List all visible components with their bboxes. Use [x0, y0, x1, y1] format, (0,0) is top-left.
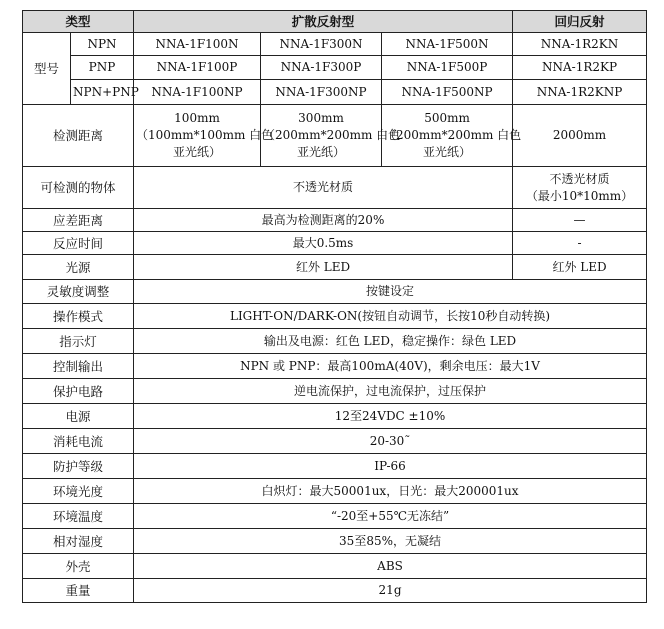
object-diffuse: 不透光材质 [134, 167, 513, 209]
spec-row [23, 554, 647, 579]
distance-target-paper: 亚光纸） [423, 145, 472, 159]
distance-target-paper: 亚光纸） [173, 145, 222, 159]
object-retro-material: 不透光材质 [549, 171, 610, 186]
distance-value: 500mm [424, 111, 470, 125]
spec-value: ABS [134, 554, 647, 579]
model-label: 型号 [23, 33, 71, 105]
model-cell: NNA-1R2KNP [513, 80, 647, 105]
spec-value: 12至24VDC ±10% [134, 404, 647, 429]
spec-value: 白炽灯：最大50001ux，日光：最大200001ux [134, 479, 647, 504]
object-retro [513, 167, 647, 209]
response-diffuse: 最大0.5ms [134, 232, 513, 255]
spec-label: 电源 [23, 404, 134, 429]
model-cell: NNA-1R2KN [513, 33, 647, 56]
spec-row [23, 529, 647, 554]
spec-label: 灵敏度调整 [23, 280, 134, 304]
spec-row [23, 479, 647, 504]
distance-row [23, 105, 647, 167]
light-source-label: 光源 [23, 255, 134, 280]
spec-value: IP-66 [134, 454, 647, 479]
light-source-row [23, 255, 647, 280]
spec-value: NPN 或 PNP：最高100mA(40V)，剩余电压：最大1V [134, 354, 647, 379]
hysteresis-diffuse: 最高为检测距离的20% [134, 209, 513, 232]
model-cell: NNA-1F500NP [382, 80, 513, 105]
spec-row [23, 304, 647, 329]
model-cell: NNA-1F500N [382, 33, 513, 56]
model-sub-label: PNP [71, 56, 134, 80]
spec-row [23, 354, 647, 379]
spec-value: 21g [134, 579, 647, 603]
spec-row [23, 404, 647, 429]
model-sub-label: NPN [71, 33, 134, 56]
spec-row [23, 504, 647, 529]
light-source-retro: 红外 LED [513, 255, 647, 280]
object-label: 可检测的物体 [23, 167, 134, 209]
spec-value: 按键设定 [134, 280, 647, 304]
response-label: 反应时间 [23, 232, 134, 255]
spec-label: 操作模式 [23, 304, 134, 329]
spec-label: 环境光度 [23, 479, 134, 504]
distance-value: 300mm [298, 111, 344, 125]
spec-label: 外壳 [23, 554, 134, 579]
model-cell: NNA-1F300P [261, 56, 382, 80]
distance-target: （200mm*200mm 白色 [384, 128, 522, 142]
model-cell: NNA-1F500P [382, 56, 513, 80]
header-diffuse-reflection: 扩散反射型 [134, 11, 513, 33]
distance-cell-300 [261, 105, 401, 167]
spec-value: 输出及电源：红色 LED，稳定操作：绿色 LED [134, 329, 647, 354]
response-retro: - [513, 232, 647, 255]
spec-label: 消耗电流 [23, 429, 134, 454]
spec-value: 逆电流保护，过电流保护，过压保护 [134, 379, 647, 404]
model-cell: NNA-1F100N [134, 33, 261, 56]
distance-target: （200mm*200mm 白色 [263, 128, 401, 142]
spec-label: 控制输出 [23, 354, 134, 379]
object-row [23, 167, 647, 209]
object-retro-min-size: （最小10*10mm） [525, 188, 634, 203]
model-cell: NNA-1F100NP [134, 80, 261, 105]
spec-row [23, 379, 647, 404]
spec-value: “-20至+55℃无冻结” [134, 504, 647, 529]
spec-row [23, 329, 647, 354]
distance-cell-2000: 2000mm [513, 105, 647, 167]
distance-target: （100mm*100mm 白色 [136, 128, 274, 142]
header-type: 类型 [23, 11, 134, 33]
distance-cell-500 [382, 105, 522, 167]
spec-row [23, 280, 647, 304]
spec-row [23, 579, 647, 603]
model-row-pnp [23, 56, 647, 80]
spec-table [22, 10, 647, 603]
spec-sheet [22, 10, 646, 603]
model-cell: NNA-1F300N [261, 33, 382, 56]
hysteresis-retro: — [513, 209, 647, 232]
spec-row [23, 454, 647, 479]
model-cell: NNA-1R2KP [513, 56, 647, 80]
distance-target-paper: 亚光纸） [297, 145, 346, 159]
header-row [23, 11, 647, 33]
spec-label: 防护等级 [23, 454, 134, 479]
header-retro-reflection: 回归反射 [513, 11, 647, 33]
spec-label: 指示灯 [23, 329, 134, 354]
spec-value: 20-30˜ [134, 429, 647, 454]
spec-row [23, 429, 647, 454]
hysteresis-row [23, 209, 647, 232]
model-row-npn-pnp [23, 80, 647, 105]
distance-label: 检测距离 [23, 105, 134, 167]
spec-value: LIGHT-ON/DARK-ON(按钮自动调节，长按10秒自动转换) [134, 304, 647, 329]
distance-cell-100 [134, 105, 274, 167]
spec-label: 保护电路 [23, 379, 134, 404]
model-cell: NNA-1F100P [134, 56, 261, 80]
spec-label: 相对湿度 [23, 529, 134, 554]
hysteresis-label: 应差距离 [23, 209, 134, 232]
model-sub-label: NPN+PNP [71, 80, 134, 105]
spec-label: 环境温度 [23, 504, 134, 529]
model-row-npn [23, 33, 647, 56]
spec-label: 重量 [23, 579, 134, 603]
distance-value: 100mm [174, 111, 220, 125]
response-row [23, 232, 647, 255]
light-source-diffuse: 红外 LED [134, 255, 513, 280]
spec-value: 35至85%，无凝结 [134, 529, 647, 554]
model-cell: NNA-1F300NP [261, 80, 382, 105]
